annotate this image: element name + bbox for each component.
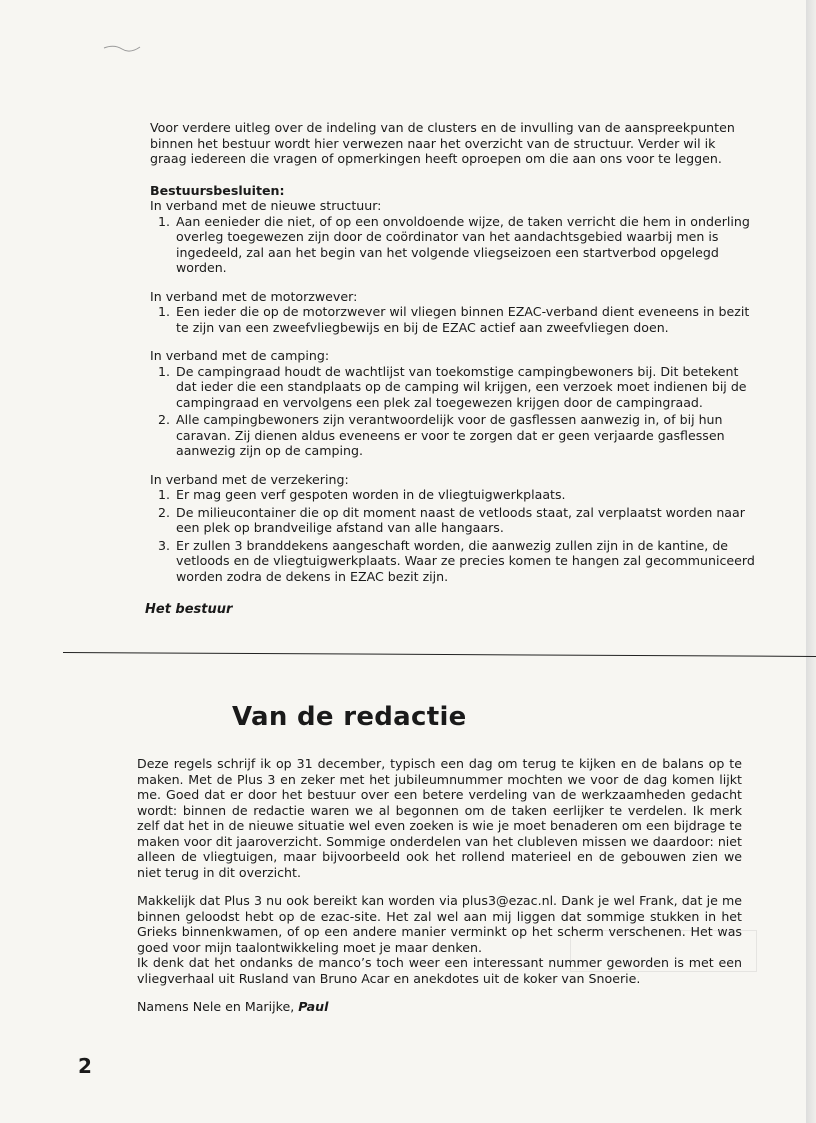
page-number: 2 [78,1054,92,1078]
pen-mark-decoration [100,40,160,54]
section-divider [63,652,816,657]
redactie-title: Van de redactie [232,702,467,732]
list-item: 1. Er mag geen verf gespoten worden in de vliegtuigwerkplaats. [174,487,755,503]
besluiten-heading: Bestuursbesluiten: [150,182,285,198]
list-item: 1. Een ieder die op de motorzwever wil vliegen binnen EZAC-verband dient eveneens in bezit te zijn van een zweefvliegbewijs en bij de EZAC actief aan zweefvliegen doen. [174,304,755,335]
list-item: 2. De milieucontainer die op dit moment naast de vetloods staat, zal verplaatst worden naar een plek op brandveilige afstand van alle hangaars. [174,505,755,536]
group-label: In verband met de nieuwe structuur: [150,198,382,213]
group-label: In verband met de motorzwever: [150,288,358,304]
camping-group [150,348,755,459]
verzekering-group [150,472,755,585]
list-item: 2. Alle campingbewoners zijn verantwoordelijk voor de gasflessen aanwezig in, of bij hun caravan. Zij dienen aldus eveneens er voor te zorgen dat er geen verjaarde gasflessen aanwezig zijn op de camping. [174,412,755,459]
list-item: 1. Aan eenieder die niet, of op een onvoldoende wijze, de taken verricht die hem in onderling overleg toegewezen zijn door de coördinator van het aandachtsgebied waarbij men is ingedeeld, zal aan het begin van het volgende vliegseizoen een startverbod opgelegd worden. [174,214,755,276]
verzekering-list [150,487,755,584]
redactie-paragraph: Ik denk dat het ondanks de manco’s toch weer een interessant nummer geworden is met een vliegverhaal uit Rusland van Bruno Acar en anekdotes uit de koker van Snoerie. [137,955,742,986]
bestuur-section [150,120,755,586]
structuur-list [150,214,755,276]
redactie-paragraph: Deze regels schrijf ik op 31 december, typisch een dag om terug te kijken en de balans op te maken. Met de Plus 3 en zeker met het jubileumnummer mochten we voor de dag komen lijkt me. Goed dat er door het bestuur over een betere verdeling van de werkzaamheden gedacht wordt: binnen de redactie waren we al begonnen om de taken eerlijker te verdelen. Ik merk zelf dat het in de nieuwe situatie wel even zoeken is wie je moet benaderen om een bijdrage te maken voor dit jaaroverzicht. Sommige onderdelen van het clubleven missen we daardoor: niet alleen de vliegtuigen, maar bijvoorbeeld ook het rollend materieel en de gebouwen zien we niet terug in dit overzicht. [137,756,742,880]
list-item: 1. De campingraad houdt de wachtlijst van toekomstige campingbewoners bij. Dit betekent dat ieder die een standplaats op de camping wil krijgen, een verzoek moet indienen bij de campingraad en vervolgens een plek zal toegewezen krijgen door de campingraad. [174,364,755,411]
camping-list [150,364,755,459]
list-item: 3. Er zullen 3 branddekens aangeschaft worden, die aanwezig zullen zijn in de kantine, de vetloods en de vliegtuigwerkplaats. Waar ze precies komen te hangen zal gecommuniceerd worden zodra de dekens in EZAC bezit zijn. [174,538,755,585]
redactie-section [137,756,742,1015]
motorzwever-group [150,289,755,336]
redactie-paragraph: Makkelijk dat Plus 3 nu ook bereikt kan worden via plus3@ezac.nl. Dank je wel Frank, dat je me binnen geloodst hebt op de ezac-site. Het zal wel aan mij liggen dat sommige stukken in het Grieks binnenkwamen, of op een andere manier verminkt op het scherm verschenen. Het was goed voor mijn taalontwikkeling moet je maar denken. [137,893,742,955]
bestuur-signature: Het bestuur [145,602,233,617]
page-edge-shadow [806,0,816,1123]
redactie-closing [137,999,742,1015]
group-label: In verband met de camping: [150,348,330,363]
besluiten-group [150,183,755,276]
motorzwever-list [150,304,755,335]
intro-paragraph: Voor verdere uitleg over de indeling van de clusters en de invulling van de aanspreekpunten binnen het bestuur wordt hier verwezen naar het overzicht van de structuur. Verder wil ik graag iedereen die vragen of opmerkingen heeft oproepen om die aan ons voor te leggen. [150,120,735,166]
closing-name: Paul [298,999,329,1014]
group-label: In verband met de verzekering: [150,471,349,487]
closing-prefix: Namens Nele en Marijke, [137,999,295,1014]
